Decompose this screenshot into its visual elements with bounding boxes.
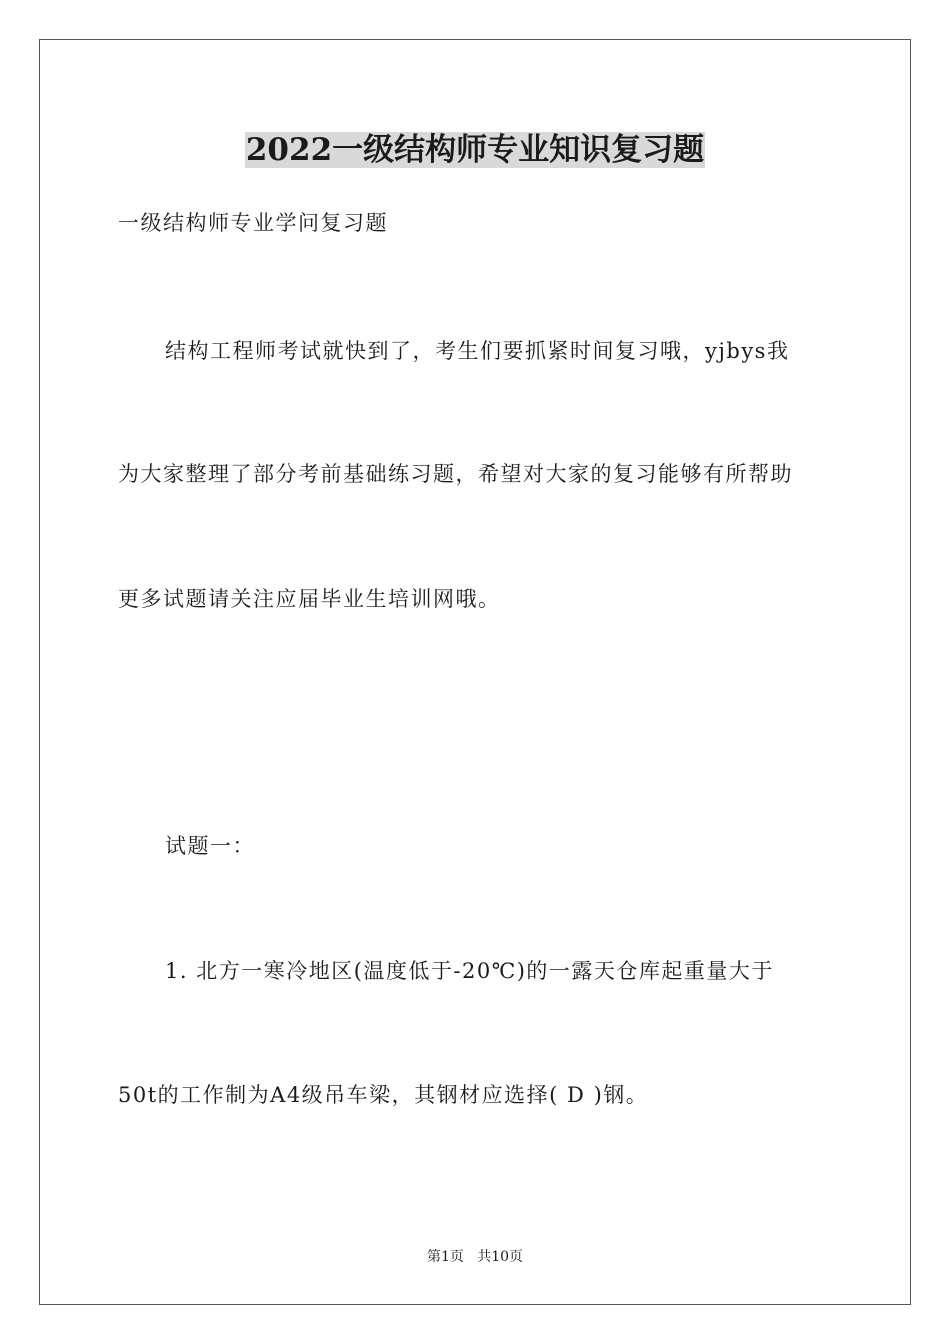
intro-line-3: 更多试题请关注应届毕业生培训网哦。: [118, 587, 501, 611]
document-subtitle: 一级结构师专业学问复习题: [118, 211, 388, 235]
document-title-text: 2022一级结构师专业知识复习题: [245, 132, 705, 168]
intro-line-2: 为大家整理了部分考前基础练习题，希望对大家的复习能够有所帮助: [118, 462, 793, 486]
question-1-line-1: 1. 北方一寒冷地区(温度低于-20℃)的一露天仓库起重量大于: [165, 959, 774, 983]
question-1-line-2: 50t的工作制为A4级吊车梁，其钢材应选择( D )钢。: [118, 1083, 649, 1107]
page-footer: 第1页 共10页: [426, 1249, 524, 1265]
section-heading: 试题一：: [165, 834, 255, 858]
document-title: [0, 128, 950, 172]
intro-line-1: 结构工程师考试就快到了，考生们要抓紧时间复习哦，yjbys我: [165, 339, 790, 363]
